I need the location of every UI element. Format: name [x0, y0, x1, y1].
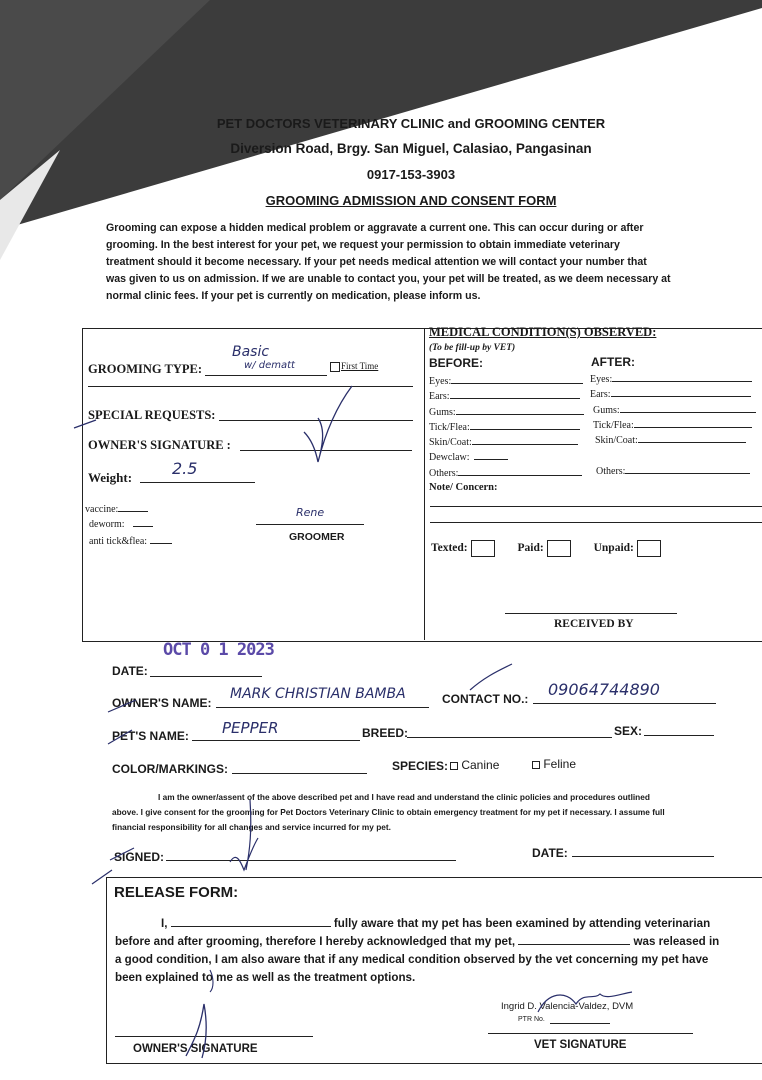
- after-others: Others:: [596, 464, 756, 479]
- owner-signature-line[interactable]: [240, 450, 412, 451]
- form-title: GROOMING ADMISSION AND CONSENT FORM: [265, 193, 557, 208]
- after-spacer: [590, 448, 756, 463]
- deworm-line[interactable]: [133, 526, 153, 527]
- before-ears: Ears:: [429, 389, 584, 404]
- pet-name-line[interactable]: [192, 740, 360, 741]
- date-stamp: OCT 0 1 2023: [163, 640, 274, 660]
- signed-date-line[interactable]: [572, 856, 714, 857]
- vaccine-label: [85, 504, 148, 515]
- received-by-line[interactable]: [505, 613, 677, 614]
- before-others: Others:: [429, 466, 584, 481]
- sex-label: SEX:: [614, 724, 643, 738]
- pet-name-label: PET'S NAME:: [112, 729, 189, 743]
- intro-line: grooming. In the best interest for your pet, we request your permission to obtain immediate veterinary: [106, 239, 620, 251]
- release-line-1: I, fully aware that my pet has been examined by attending veterinarian: [161, 917, 711, 930]
- before-eyes-line[interactable]: [451, 383, 583, 384]
- clinic-address: Diversion Road, Brgy. San Miguel, Calasiao, Pangasinan: [230, 141, 592, 156]
- species-canine[interactable]: Canine: [450, 758, 499, 772]
- note-line-1[interactable]: [430, 506, 762, 507]
- paid-label: Paid:: [517, 542, 544, 555]
- unpaid-label: Unpaid:: [593, 542, 634, 555]
- grooming-type-underline: [88, 386, 413, 387]
- grooming-type-value-2: w/ dematt: [244, 360, 295, 371]
- after-ears-line[interactable]: [611, 396, 751, 397]
- first-time-checkbox[interactable]: [330, 362, 340, 372]
- signed-date-label: DATE:: [532, 846, 568, 860]
- vaccine-label-text: vaccine:: [85, 504, 119, 515]
- before-skin-line[interactable]: [472, 444, 578, 445]
- before-gums-line[interactable]: [456, 414, 584, 415]
- before-eyes: Eyes:: [429, 374, 584, 389]
- release-line-3: a good condition, I am also aware that if any medical condition observed by the vet concerning my pet have: [115, 953, 709, 966]
- before-dewclaw: Dewclaw:: [429, 450, 584, 465]
- breed-line[interactable]: [407, 737, 612, 738]
- box-divider: [424, 328, 425, 640]
- after-list: [590, 372, 756, 479]
- payment-row: [431, 540, 661, 557]
- feline-checkbox[interactable]: [532, 761, 540, 769]
- weight-line[interactable]: [140, 482, 255, 483]
- release-title: RELEASE FORM:: [114, 884, 239, 901]
- before-list: [429, 374, 584, 481]
- anti-tick-line[interactable]: [150, 543, 172, 544]
- before-tick: Tick/Flea:: [429, 420, 584, 435]
- grooming-type-line[interactable]: [205, 375, 327, 376]
- signed-label: SIGNED:: [114, 850, 165, 864]
- date-line[interactable]: [150, 676, 262, 677]
- intro-paragraph: [106, 220, 726, 305]
- ptr-label: PTR No.: [518, 1016, 545, 1023]
- owner-name-value: MARK CHRISTIAN BAMBA: [230, 686, 406, 702]
- before-skin: Skin/Coat:: [429, 435, 584, 450]
- note-line-2[interactable]: [430, 522, 762, 523]
- received-by-label: RECEIVED BY: [554, 618, 634, 630]
- clinic-phone: 0917-153-3903: [366, 167, 456, 182]
- intro-line: normal clinic fees. If your pet is currently on medication, please inform us.: [106, 290, 481, 302]
- deworm-label-text: deworm:: [89, 519, 125, 530]
- owner-name-line[interactable]: [216, 707, 429, 708]
- after-skin-line[interactable]: [638, 442, 746, 443]
- texted-label: Texted:: [431, 542, 468, 555]
- groomer-signature: Rene: [296, 506, 325, 519]
- consent-line: financial responsibility for all changes and service incurred for my pet.: [112, 822, 391, 832]
- after-tick: Tick/Flea:: [593, 418, 756, 433]
- intro-line: Grooming can expose a hidden medical problem or aggravate a current one. This can occur during or after: [106, 222, 644, 234]
- after-eyes: Eyes:: [590, 372, 756, 387]
- release-line-2: before and after grooming, therefore I hereby acknowledged that my pet, was released in: [115, 935, 720, 948]
- color-line[interactable]: [232, 773, 367, 774]
- after-tick-line[interactable]: [634, 427, 752, 428]
- before-label: BEFORE:: [429, 356, 483, 370]
- before-gums: Gums:: [429, 405, 584, 420]
- paid-checkbox[interactable]: [547, 540, 571, 557]
- intro-line: treatment should it become necessary. If your pet needs medical attention we will contact your number that: [106, 256, 647, 268]
- consent-line: I am the owner/assent of the above described pet and I have read and understand the clinic policies and procedures outlined: [158, 792, 650, 802]
- before-ears-line[interactable]: [450, 398, 580, 399]
- grooming-type-value-1: Basic: [232, 344, 270, 360]
- contact-line[interactable]: [533, 703, 716, 704]
- groomer-label: GROOMER: [289, 531, 345, 543]
- owner-name-label: OWNER'S NAME:: [112, 696, 212, 710]
- after-ears: Ears:: [590, 387, 756, 402]
- canine-checkbox[interactable]: [450, 762, 458, 770]
- after-gums: Gums:: [593, 403, 756, 418]
- contact-label: CONTACT NO.:: [442, 692, 529, 706]
- owner-release-signature-label: OWNER'S SIGNATURE: [133, 1043, 258, 1055]
- release-name-line[interactable]: [171, 926, 331, 927]
- ptr-line[interactable]: [550, 1023, 610, 1024]
- species-label: SPECIES:: [392, 759, 449, 773]
- release-pet-line[interactable]: [518, 944, 630, 945]
- anti-tick-label: [89, 536, 172, 547]
- pet-name-value: PEPPER: [222, 719, 279, 737]
- color-label: COLOR/MARKINGS:: [112, 762, 228, 776]
- unpaid-checkbox[interactable]: [637, 540, 661, 557]
- owner-release-signature-line[interactable]: [115, 1036, 313, 1037]
- vaccine-line[interactable]: [118, 511, 148, 512]
- note-label: Note/ Concern:: [429, 482, 498, 493]
- groomer-line[interactable]: [256, 524, 364, 525]
- signed-line[interactable]: [166, 860, 456, 861]
- consent-line: above. I give consent for the grooming for Pet Doctors Veterinary Clinic to obtain emergency treatment for my pet if necessary. I assume full: [112, 807, 665, 817]
- before-others-line[interactable]: [458, 475, 582, 476]
- first-time-label: First Time: [341, 361, 379, 371]
- after-gums-line[interactable]: [620, 412, 756, 413]
- owner-signature-label: OWNER'S SIGNATURE :: [88, 438, 231, 452]
- weight-label: Weight:: [88, 470, 133, 485]
- species-feline[interactable]: Feline: [532, 757, 576, 771]
- special-requests-label: SPECIAL REQUESTS:: [88, 408, 216, 422]
- vet-signature-label: VET SIGNATURE: [534, 1039, 627, 1051]
- grooming-type-label: GROOMING TYPE:: [88, 362, 203, 376]
- before-tick-line[interactable]: [470, 429, 580, 430]
- after-skin: Skin/Coat:: [595, 433, 756, 448]
- anti-tick-label-text: anti tick&flea:: [89, 536, 148, 547]
- vet-signature-line[interactable]: [488, 1033, 693, 1034]
- weight-value: 2.5: [172, 459, 198, 478]
- intro-line: was given to us on admission. If we are unable to contact you, your pet will be treated, as we deem necessary at: [106, 273, 671, 285]
- after-eyes-line[interactable]: [612, 381, 752, 382]
- release-line-4: been explained to me as well as the treatment options.: [115, 971, 416, 984]
- after-others-line[interactable]: [625, 473, 750, 474]
- vet-name: Ingrid D. Valencia-Valdez, DVM: [501, 1001, 634, 1012]
- texted-checkbox[interactable]: [471, 540, 495, 557]
- after-label: AFTER:: [591, 355, 635, 369]
- release-text: [115, 915, 762, 987]
- contact-value: 09064744890: [548, 680, 660, 699]
- sex-line[interactable]: [644, 735, 714, 736]
- medical-subtitle: (To be fill-up by VET): [429, 343, 516, 353]
- deworm-label: [89, 519, 153, 530]
- before-dewclaw-line[interactable]: [474, 459, 508, 460]
- consent-text: [112, 790, 732, 835]
- clinic-name: PET DOCTORS VETERINARY CLINIC and GROOMING CENTER: [216, 116, 606, 131]
- breed-label: BREED:: [362, 726, 409, 740]
- date-label: DATE:: [112, 664, 148, 678]
- medical-title: MEDICAL CONDITION(S) OBSERVED:: [429, 325, 657, 339]
- date-tick-mark: [470, 664, 512, 690]
- special-requests-line[interactable]: [219, 420, 413, 421]
